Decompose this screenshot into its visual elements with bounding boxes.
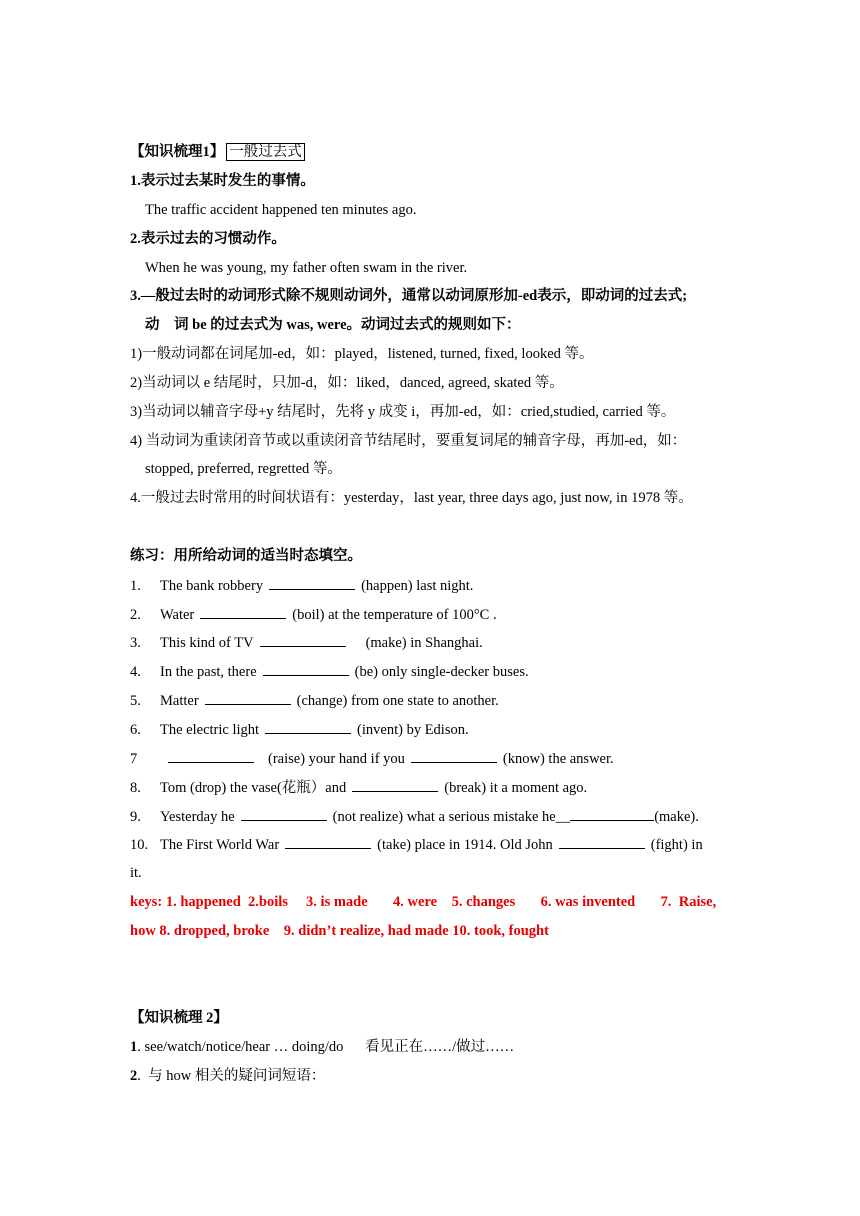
exercise-item: 1. The bank robbery (happen) last night. xyxy=(130,575,473,596)
point1-example: The traffic accident happened ten minutes ago. xyxy=(145,202,417,218)
answer-blank[interactable] xyxy=(269,575,355,590)
rule-1: 1)一般动词都在词尾加-ed，如：played，listened, turned, fixed, looked 等。 xyxy=(130,346,594,362)
answer-blank[interactable] xyxy=(205,690,291,705)
rule-4-line1: 4) 当动词为重读闭音节或以重读闭音节结尾时，要重复词尾的辅音字母，再加-ed，如： xyxy=(130,433,687,449)
answer-blank[interactable] xyxy=(168,748,254,763)
boxed-topic: 一般过去式 xyxy=(226,143,305,161)
answer-blank[interactable] xyxy=(352,777,438,792)
section2-item2: 2. 与 how 相关的疑问词短语： xyxy=(130,1068,326,1084)
exercise-item: 6. The electric light (invent) by Edison. xyxy=(130,719,469,740)
exercise-item: 5. Matter (change) from one state to another. xyxy=(130,690,499,711)
point3-line2: 动 词 be 的过去式为 was, were。动词过去式的规则如下： xyxy=(145,317,521,333)
rule-4-line2: stopped, preferred, regretted 等。 xyxy=(145,461,342,477)
answer-blank[interactable] xyxy=(570,806,654,821)
exercise-item: 8. Tom (drop) the vase(花瓶）and (break) it a moment ago. xyxy=(130,777,587,798)
section2-item1: 1. see/watch/notice/hear … doing/do 看见正在……/做过…… xyxy=(130,1039,515,1055)
exercise-item: 4. In the past, there (be) only single-decker buses. xyxy=(130,661,529,682)
point1-title: 1.表示过去某时发生的事情。 xyxy=(130,173,315,189)
answer-blank[interactable] xyxy=(265,719,351,734)
rule-3: 3)当动词以辅音字母+y 结尾时，先将 y 成变 i，再加-ed，如：cried,studied, carried 等。 xyxy=(130,404,676,420)
answer-blank[interactable] xyxy=(263,661,349,676)
answer-blank[interactable] xyxy=(559,834,645,849)
answer-blank[interactable] xyxy=(285,834,371,849)
exercise-item: 2. Water (boil) at the temperature of 100°C . xyxy=(130,604,497,625)
answer-blank[interactable] xyxy=(411,748,497,763)
rule-2: 2)当动词以 e 结尾时，只加-d，如：liked，danced, agreed, skated 等。 xyxy=(130,375,564,391)
point2-example: When he was young, my father often swam in the river. xyxy=(145,260,468,276)
exercise-item: 10. The First World War (take) place in 1914. Old John (fight) in xyxy=(130,834,703,855)
answer-blank[interactable] xyxy=(200,604,286,619)
section2-heading: 【知识梳理 2】 xyxy=(130,1010,228,1026)
answer-blank[interactable] xyxy=(241,806,327,821)
exercise-item: 3. This kind of TV (make) in Shanghai. xyxy=(130,632,483,653)
point4: 4.一般过去时常用的时间状语有：yesterday，last year, three days ago, just now, in 1978 等。 xyxy=(130,490,693,506)
exercise-item: 7 (raise) your hand if you (know) the answer. xyxy=(130,748,614,769)
point3-line1: 3.—般过去时的动词形式除不规则动词外，通常以动词原形加-ed表示，即动词的过去式; xyxy=(130,288,688,304)
answer-blank[interactable] xyxy=(260,632,346,647)
exercise-title: 练习：用所给动词的适当时态填空。 xyxy=(130,548,362,564)
point2-title: 2.表示过去的习惯动作。 xyxy=(130,231,286,247)
exercise-item: 9. Yesterday he (not realize) what a serious mistake he__ (make). xyxy=(130,806,699,827)
answer-keys-line1: keys: 1. happened 2.boils 3. is made 4. were 5. changes 6. was invented 7. Raise, xyxy=(130,894,717,910)
answer-keys-line2: how 8. dropped, broke 9. didn’t realize, had made 10. took, fought xyxy=(130,923,549,939)
exercise-item-continuation: it. xyxy=(130,865,142,881)
section1-heading: 【知识梳理1】 一般过去式 xyxy=(130,142,305,162)
